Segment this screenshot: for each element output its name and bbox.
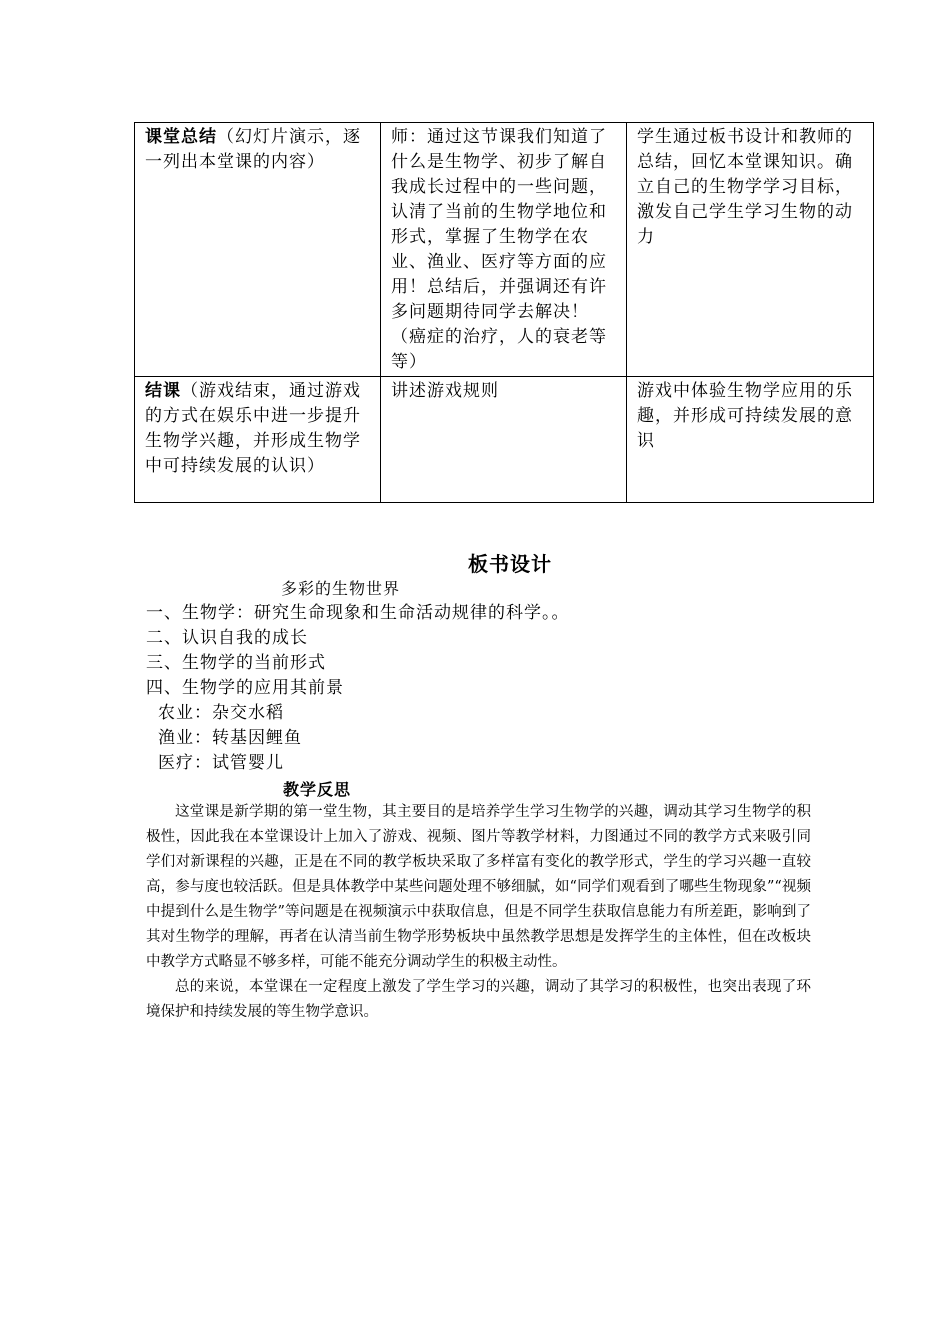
stage-description: （幻灯片演示，逐一列出本堂课的内容） — [145, 127, 361, 172]
board-subline: 农业：杂交水稻 — [158, 703, 284, 723]
table-cell-student-activity: 游戏中体验生物学应用的乐趣，并形成可持续发展的意识 — [627, 377, 874, 503]
reflection-paragraph: 总的来说，本堂课在一定程度上激发了学生学习的兴趣，调动了其学习的积极性，也突出表现了环境保护和持续发展的等生物学意识。 — [146, 979, 811, 1020]
reflection-heading: 教学反思 — [283, 780, 352, 799]
board-line: 三、生物学的当前形式 — [146, 653, 326, 673]
table-row-summary — [135, 123, 874, 377]
board-subline: 渔业：转基因鲤鱼 — [158, 728, 302, 748]
board-subtitle: 多彩的生物世界 — [281, 579, 401, 598]
table-cell-teacher-activity: 师：通过这节课我们知道了什么是生物学、初步了解自我成长过程中的一些问题，认清了当前的生物学地位和形式，掌握了生物学在农业、渔业、医疗等方面的应用！总结后，并强调还有许多问题期待同学去解决！（癌症的治疗，人的衰老等等） — [381, 123, 627, 377]
reflection-paragraph: 这堂课是新学期的第一堂生物，其主要目的是培养学生学习生物学的兴趣，调动其学习生物学的积极性，因此我在本堂课设计上加入了游戏、视频、图片等教学材料，力图通过不同的教学方式来吸引同学们对新课程的兴趣，正是在不同的教学板块采取了多样富有变化的教学形式，学生的学习兴趣一直较高，参与度也较活跃。但是具体教学中某些问题处理不够细腻，如“同学们观看到了哪些生物现象”“视频中提到什么是生物学”等问题是在视频演示中获取信息，但是不同学生获取信息能力有所差距，影响到了其对生物学的理解，再者在认清当前生物学形势板块中虽然教学思想是发挥学生的主体性，但在改板块中教学方式略显不够多样，可能不能充分调动学生的积极主动性。 — [146, 804, 811, 970]
table-cell-stage — [135, 123, 381, 377]
reflection-body — [146, 800, 811, 1025]
board-line: 二、认识自我的成长 — [146, 628, 308, 648]
table-row-closing — [135, 377, 874, 503]
table-cell-stage — [135, 377, 381, 503]
stage-description: （游戏结束，通过游戏的方式在娱乐中进一步提升生物学兴趣，并形成生物学中可持续发展的认识） — [145, 381, 361, 476]
table-cell-teacher-activity: 讲述游戏规则 — [381, 377, 627, 503]
stage-title: 课堂总结 — [145, 127, 217, 147]
board-line: 一、生物学：研究生命现象和生命活动规律的科学。。 — [146, 603, 570, 623]
board-subline: 医疗：试管婴儿 — [158, 753, 284, 773]
board-outline — [146, 601, 570, 776]
board-design-heading: 板书设计 — [468, 552, 552, 576]
table-cell-student-activity: 学生通过板书设计和教师的总结，回忆本堂课知识。确立自己的生物学学习目标，激发自己学生学习生物的动力 — [627, 123, 874, 377]
board-line: 四、生物学的应用其前景 — [146, 678, 344, 698]
stage-title: 结课 — [145, 381, 181, 401]
lesson-table — [134, 122, 874, 503]
